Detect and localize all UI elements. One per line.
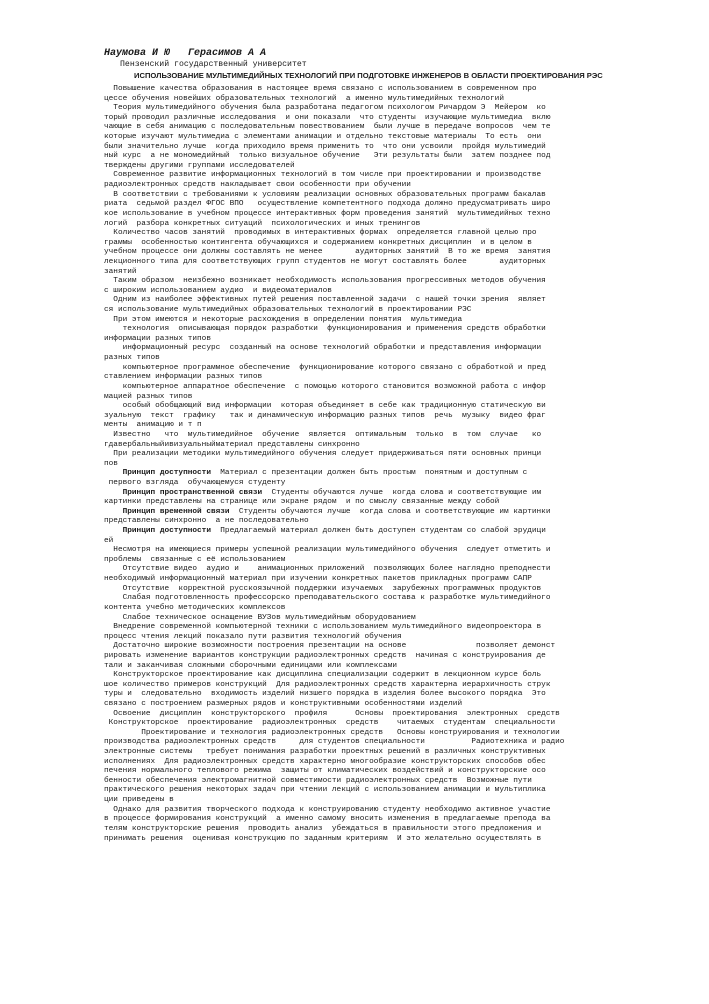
text-line: Повышение качества образования в настоящее время связано с использованием в современном про [104, 85, 537, 93]
principle-heading: Принцип доступности [122, 469, 211, 478]
text-line: Таким образом неизбежно возникает необходимость использования прогрессивных методов обучения [104, 277, 546, 286]
text-line: учебном процессе они должны составлять не менее аудиторных занятий В то же время занятия [104, 248, 551, 257]
text-line: были значительно лучше когда приходило время применить то что они усвоили пройдя мультимедий [104, 142, 546, 151]
text-line: Современное развитие информационных технологий в том числе при проектировании и производстве [104, 171, 542, 180]
text-line: ции приведены в [104, 796, 174, 805]
affiliation: Пензенский государственный университет [120, 60, 307, 69]
text-line: шое количество примеров конструкций Для радиоэлектронных средств характерна иерархичность струк [104, 680, 551, 689]
text-line: бенности обеспечения электромагнитной совместимости радиоэлектронных средств Возможные пути [104, 776, 532, 785]
text-line: Принцип временной связи Студенты обучаются лучше когда слова и соответствующие им картинки [122, 507, 551, 516]
text-line: Слабое техническое оснащение ВУЗов мультимедийным оборудованием [104, 613, 416, 622]
text-line: гдавербальныйивизуальныйматериал представлены синхронно [104, 440, 360, 449]
text-line: Известно что мультимедийное обучение является оптимальным только в том случае ко [104, 430, 542, 439]
text-line: Одним из наиболее эффективных путей решения поставленной задачи с нашей точки зрения являет [104, 296, 546, 305]
text-line: с широким использованием аудио и видеоматериалов [104, 286, 332, 295]
text-line: практического решения некоторых задач при чтении лекций с использованием анимации и мультиплика [104, 786, 546, 795]
text-line: туры и следовательно входимость изделий низшего порядка в изделия более высокого порядка Это [104, 690, 546, 699]
text-line: ся использование мультимедийных образовательных технологий в проектировании РЭС [104, 306, 472, 315]
text-line: Теория мультимедийного обучения была разработана педагогом психологом Ричардом Э Мейером ко [104, 104, 546, 113]
text-line: торый проводил различные исследования и они показали что студенты изучающие мультимедиа вклю [104, 113, 551, 122]
text-line: разных типов [104, 354, 160, 363]
text-line: логий разбора конкретных ситуаций психологических и иных тренингов [104, 219, 421, 228]
text-line: Отсутствие видео аудио и анимационных приложений позволяющих более наглядно преподнести [104, 565, 551, 574]
text-line: мацией разных типов [104, 392, 193, 401]
text-line: рировать изменение вариантов конструкции радиоэлектронных средств начиная с конструирования де [104, 651, 546, 660]
text-line: принимать решения оценивая конструкцию по заданным критериям И это желательно осуществлять в [104, 834, 542, 843]
text-line: Конструкторское проектирование как дисциплина специализации содержит в лекционном курсе боль [104, 671, 542, 680]
text-line: чающие в себя анимацию с последовательным повествованием были лучше в передаче вопросов чем те [104, 123, 551, 132]
text-line: электронные системы требует понимания разработки проектных решений в различных конструктивных [104, 748, 546, 757]
text-line: Внедрение современной компьютерной техники с использованием мультимедийного видеопроектора в [104, 623, 542, 632]
text-line: Слабая подготовленность профессорско преподавательского состава к разработке мультимедийного [104, 594, 551, 603]
text-line: технология описывающая порядок разработки функционирования и применения средств обработки [104, 325, 546, 334]
text-line: занятий [104, 267, 137, 276]
text-line: тверждены другими группами исследователей [104, 161, 295, 170]
text-line: тали и заканчивая сложными сборочными единицами или комплексами [104, 661, 397, 670]
authors: Наумова И Ю Герасимов А А [104, 48, 267, 59]
text-line: проблемы связанные с её использованием [104, 555, 286, 564]
text-line: исполнениях Для радиоэлектронных средств характерно многообразие конструкторских способов обес [104, 757, 546, 766]
text-line: картинки представлены на странице или экране рядом и по смыслу связанные между собой [104, 498, 500, 507]
text-line: кое использование в учебном процессе интерактивных форм проведения занятий мультимедийных техно [104, 209, 551, 218]
text-line: ей [104, 536, 114, 545]
text-line: лекционного типа для соответствующих групп студентов не могут составлять более аудиторных [104, 257, 546, 266]
text-line: Конструкторское проектирование радиоэлектронных средств читаемых студентам специальности [104, 719, 556, 728]
text-line: информационный ресурс созданный на основе технологий обработки и представления информации [104, 344, 542, 353]
text-line: При этом имеются и некоторые расхождения в определении понятия мультимедиа [104, 315, 463, 324]
text-line: Принцип доступности Предлагаемый материал должен быть доступен студентам со слабой эрудици [122, 527, 546, 536]
text-line: Однако для развития творческого подхода к конструированию студенту необходимо активное участие [104, 805, 551, 814]
text-line: печения нормального теплового режима защиты от климатических воздействий и конструкторские осо [104, 767, 546, 776]
paper-title: ИСПОЛЬЗОВАНИЕ МУЛЬТИМЕДИЙНЫХ ТЕХНОЛОГИЙ ПРИ ПОДГОТОВКЕ ИНЖЕНЕРОВ В ОБЛАСТИ ПРОЕКТИРОВАНИЯ РЭС [134, 71, 603, 80]
text-line: в процессе формирования конструкций а именно самому вносить изменения в предлагаемые препода ва [104, 815, 551, 824]
principle-heading: Принцип пространственной связи [122, 488, 263, 497]
text-line: риата седьмой раздел ФГОС ВПО осуществление компетентного подхода должно предусматривать широ [104, 200, 551, 209]
text-line: Принцип пространственной связи Студенты обучаются лучше когда слова и соответствующие им [122, 488, 542, 497]
text-line: процесс чтения лекций показало пути развития технологий обучения [104, 632, 402, 641]
body-text [104, 85, 657, 844]
text-line: первого взгляда обучающемуся студенту [104, 478, 286, 487]
principle-heading: Принцип временной связи [122, 507, 230, 516]
text-line: Количество часов занятий проводимых в интерактивных формах определяется главной целью про [104, 229, 537, 238]
text-line: Проектирование и технология радиоэлектронных средств Основы конструирования и технологии [104, 728, 560, 737]
text-line: необходимый информационный материал при изучении конкретных пакетов прикладных программ САПР [104, 575, 532, 584]
text-line: Достаточно широкие возможности построения презентации на основе позволяет демонст [104, 642, 556, 651]
text-line: связано с построением размерных рядов и конструктивными особенностями изделий [104, 700, 463, 708]
text-line: Принцип доступности Материал с презентации должен быть простым понятным и доступным с [122, 469, 528, 478]
text-line: представлены синхронно а не последовательно [104, 517, 309, 526]
text-line: радиоэлектронных средств накладывает свои особенности при обучении [104, 181, 411, 190]
text-line: При реализации методики мультимедийного обучения следует придерживаться пяти основных принци [104, 450, 542, 459]
text-line: Освоение дисциплин конструкторского профиля Основы проектирования электронных средств [104, 709, 560, 718]
text-line: цессе обучения новейших образовательных технологий а именно мультимедийных технологий [104, 94, 504, 103]
text-line: контента учебно методических комплексов [104, 603, 286, 612]
principle-heading: Принцип доступности [122, 527, 211, 536]
text-line: информации разных типов [104, 334, 211, 343]
text-line: которые изучают мультимедиа с элементами анимации и отдельно текстовые материалы То есть они [104, 133, 542, 142]
text-line: ставлением информации разных типов [104, 373, 263, 382]
text-line: менты анимацию и т п [104, 421, 202, 430]
text-line: компьютерное программное обеспечение функционирование которого связано с обработкой и пред [104, 363, 546, 372]
text-line: Отсутствие корректной русскоязычной поддержки изучаемых зарубежных программных продуктов [104, 584, 542, 593]
text-line: граммы особенностью контингента обучающихся и содержанием конкретных дисциплин и в целом в [104, 238, 532, 247]
text-line: пов [104, 459, 118, 468]
text-line: компьютерное аппаратное обеспечение с помощью которого становится возможной работа с инфор [104, 382, 546, 391]
text-line: ный курс а не мономедийный только визуальное обучение Эти результаты были затем позднее под [104, 152, 551, 161]
text-line: особый обобщающий вид информации которая объединяет в себе как традиционную статическую ви [104, 402, 546, 411]
text-line: зуальную текст графику так и динамическую информацию разных типов речь музыку видео фраг [104, 411, 546, 420]
text-line: телям конструкторские решения проводить анализ убеждаться в правильности этого предложения и [104, 824, 542, 833]
text-line: производства радиоэлектронных средств для студентов специальности Радиотехника и радио [104, 738, 565, 747]
text-line: В соответствии с требованиями к условиям реализации основных образовательных программ бакалав [104, 190, 546, 199]
text-line: Несмотря на имеющиеся примеры успешной реализации мультимедийного обучения следует отметить и [104, 546, 551, 555]
